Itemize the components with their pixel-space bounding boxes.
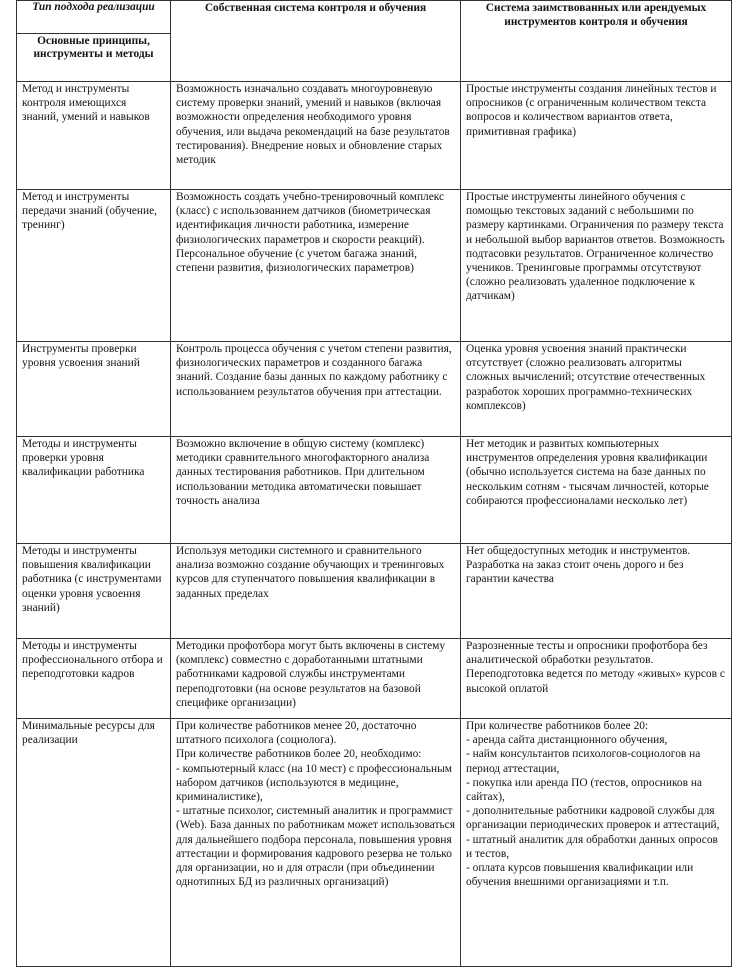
row-borrowed-system bbox=[461, 190, 732, 342]
cell-paragraph: Возможность изначально создавать многоуровневую систему проверки знаний, умений и навыков (включая возможности определения необходимого уровня обучения, или выдача рекомендаций на базе результатов тестирования). Внедрение новых и обновление старых методик bbox=[176, 83, 450, 167]
row-borrowed-system bbox=[461, 544, 732, 639]
header-col1 bbox=[17, 1, 171, 82]
row-own-system bbox=[171, 719, 461, 967]
row-principle: Методы и инструменты проверки уровня квалификации работника bbox=[17, 437, 171, 544]
cell-paragraph: Возможно включение в общую систему (комплекс) методики сравнительного многофакторного анализа данных тестирования работников. При длительном использовании методика автоматически повышает точность анализа bbox=[176, 438, 430, 507]
cell-paragraph: - штатный аналитик для обработки данных опросов и тестов, bbox=[466, 833, 718, 860]
cell-paragraph: - дополнительные работники кадровой службы для организации периодических проверок и аттестаций, bbox=[466, 805, 720, 832]
cell-paragraph: Методики профотбора могут быть включены в систему (комплекс) совместно с доработанными штатными работниками кадровой службы инструментами переподготовки (на основе результатов на базовой специфике организации) bbox=[176, 640, 446, 709]
table-row bbox=[17, 437, 732, 544]
cell-paragraph: - оплата курсов повышения квалификации или обучения внешними организациями и т.п. bbox=[466, 862, 694, 889]
cell-paragraph: - аренда сайта дистанционного обучения, bbox=[466, 734, 668, 747]
cell-paragraph: Контроль процесса обучения с учетом степени развития, физиологических параметров и созданного багажа знаний. Создание базы данных по каждому работнику с использованием результатов обучения при аттестации. bbox=[176, 343, 452, 398]
cell-paragraph: - компьютерный класс (на 10 мест) с профессиональным набором датчиков (используются в медицине, криминалистике), bbox=[176, 762, 452, 804]
header-row bbox=[17, 1, 732, 82]
cell-paragraph: Разрозненные тесты и опросники профотбора без аналитической обработки результатов. Переподготовка ведется по методу «живых» курсов с высокой оплатой bbox=[466, 640, 725, 695]
header-principles: Основные принципы, инструменты и методы bbox=[33, 35, 154, 60]
cell-paragraph: При количестве работников более 20: bbox=[466, 720, 649, 732]
row-principle: Минимальные ресурсы для реализации bbox=[17, 719, 171, 967]
row-principle: Методы и инструменты профессионального отбора и переподготовки кадров bbox=[17, 639, 171, 719]
table-row bbox=[17, 639, 732, 719]
row-principle: Метод и инструменты контроля имеющихся знаний, умений и навыков bbox=[17, 82, 171, 190]
table-row bbox=[17, 719, 732, 967]
row-own-system bbox=[171, 190, 461, 342]
cell-paragraph: Разработка на заказ стоит очень дорого и без гарантии качества bbox=[466, 559, 684, 586]
row-own-system bbox=[171, 639, 461, 719]
row-principle: Инструменты проверки уровня усвоения знаний bbox=[17, 342, 171, 437]
cell-paragraph: - штатные психолог, системный аналитик и программист (Web). База данных по работникам может использоваться для дальнейшего подбора персонала, повышения уровня аттестации и формирования кадрового резерва не только для организации, но и для отрасли (при объединении однотипных БД из различных организаций) bbox=[176, 805, 455, 889]
cell-paragraph: - найм консультантов психологов-социологов на период аттестации, bbox=[466, 748, 701, 775]
cell-paragraph: При количестве работников менее 20, достаточно штатного психолога (социолога). bbox=[176, 720, 417, 747]
cell-paragraph: Нет общедоступных методик и инструментов. bbox=[466, 545, 691, 557]
cell-paragraph: Простые инструменты линейного обучения с помощью текстовых заданий с небольшими по размеру картинками. Ограничения по размеру текста и небольшой выбор вариантов ответов. Возможность подтасовки результатов. Ограниченное количество учеников. Тренинговые программы отсутствуют (сложно реализовать удаленное подключение к датчикам) bbox=[466, 191, 725, 303]
row-borrowed-system bbox=[461, 437, 732, 544]
row-borrowed-system bbox=[461, 719, 732, 967]
table-row bbox=[17, 190, 732, 342]
row-borrowed-system bbox=[461, 639, 732, 719]
table-row bbox=[17, 544, 732, 639]
header-own-system: Собственная система контроля и обучения bbox=[171, 1, 461, 82]
cell-paragraph: Нет методик и развитых компьютерных инструментов определения уровня квалификации (обычно используется система на базе данных по нескольким сотням - тысячам личностей, которые собираются профессионалами несколько лет) bbox=[466, 438, 709, 507]
comparison-table bbox=[16, 0, 732, 967]
cell-paragraph: Простые инструменты создания линейных тестов и опросников (с ограниченным количеством текста вопросов и количеством вариантов ответа, примитивная графика) bbox=[466, 83, 717, 138]
row-principle: Методы и инструменты повышения квалификации работника (с инструментами оценки уровня усвоения знаний) bbox=[17, 544, 171, 639]
header-borrowed-system: Система заимствованных или арендуемых инструментов контроля и обучения bbox=[461, 1, 732, 82]
row-borrowed-system bbox=[461, 342, 732, 437]
cell-paragraph: - покупка или аренда ПО (тестов, опросников на сайтах), bbox=[466, 776, 702, 804]
row-principle: Метод и инструменты передачи знаний (обучение, тренинг) bbox=[17, 190, 171, 342]
row-borrowed-system bbox=[461, 82, 732, 190]
row-own-system bbox=[171, 342, 461, 437]
cell-paragraph: Используя методики системного и сравнительного анализа возможно создание обучающих и тренинговых курсов для ступенчатого повышения квалификации в заданных пределах bbox=[176, 545, 445, 600]
row-own-system bbox=[171, 544, 461, 639]
table-row bbox=[17, 342, 732, 437]
row-own-system bbox=[171, 437, 461, 544]
cell-paragraph: Оценка уровня усвоения знаний практически отсутствует (сложно реализовать алгоритмы сложных вычислений; отсутствие отечественных разработок хороших программно-технических комплексов) bbox=[466, 343, 706, 412]
cell-paragraph: При количестве работников более 20, необходимо: bbox=[176, 748, 422, 761]
row-own-system bbox=[171, 82, 461, 190]
table-row bbox=[17, 82, 732, 190]
header-approach-type: Тип подхода реализации bbox=[17, 1, 170, 34]
cell-paragraph: Возможность создать учебно-тренировочный комплекс (класс) с использованием датчиков (биометрическая идентификация личности работника, измерение физиологических параметров и скорости реакций). Персональное обучение (с учетом багажа знаний, степени развития, физиологических параметров) bbox=[176, 191, 445, 275]
